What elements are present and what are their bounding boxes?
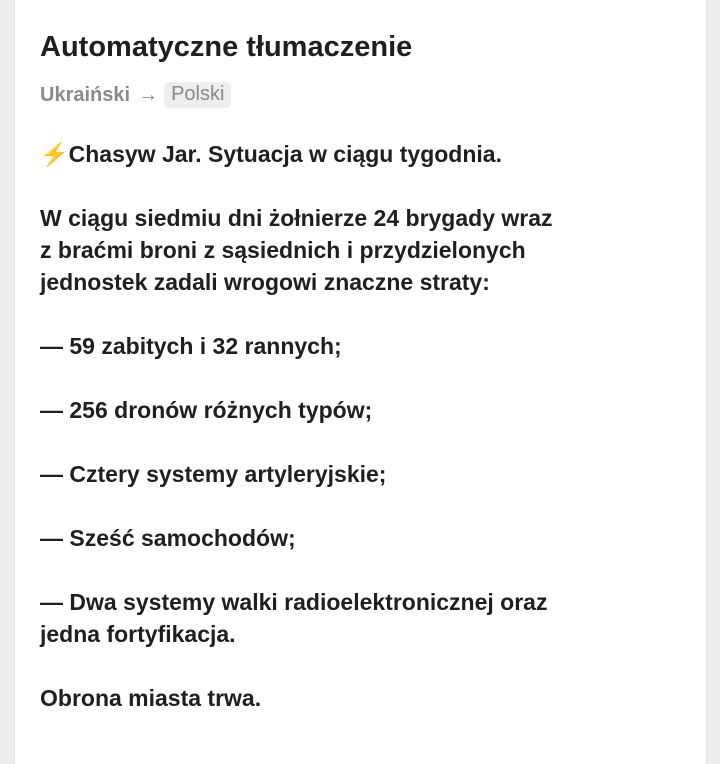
intro-paragraph [40, 202, 680, 298]
source-language[interactable]: Ukraiński [40, 83, 131, 106]
list-item: — Cztery systemy artyleryjskie; [40, 461, 387, 487]
list-item [40, 586, 680, 650]
headline-paragraph [40, 138, 680, 170]
headline-text: Chasyw Jar. Sytuacja w ciągu tygodnia. [68, 141, 502, 167]
target-language-chip[interactable]: Polski [164, 82, 231, 108]
arrow-right-icon: → [138, 83, 159, 106]
translation-content [40, 28, 680, 714]
list-item: — 256 dronów różnych typów; [40, 397, 373, 423]
lightning-icon: ⚡ [40, 141, 69, 167]
closing-paragraph: Obrona miasta trwa. [40, 685, 262, 711]
list-item: — 59 zabitych i 32 rannych; [40, 333, 342, 359]
list-item: — Sześć samochodów; [40, 525, 296, 551]
intro-line: jednostek zadali wrogowi znaczne straty: [40, 269, 490, 295]
intro-line: W ciągu siedmiu dni żołnierze 24 brygady wraz [40, 205, 553, 231]
translated-text [40, 138, 680, 714]
page-title: Automatyczne tłumaczenie [40, 31, 413, 63]
language-direction [40, 80, 680, 110]
list-item-line: — Dwa systemy walki radioelektronicznej oraz [40, 589, 548, 615]
list-item-line: jedna fortyfikacja. [40, 621, 236, 647]
translation-sheet [14, 0, 707, 764]
intro-line: z braćmi broni z sąsiednich i przydzielonych [40, 237, 526, 263]
